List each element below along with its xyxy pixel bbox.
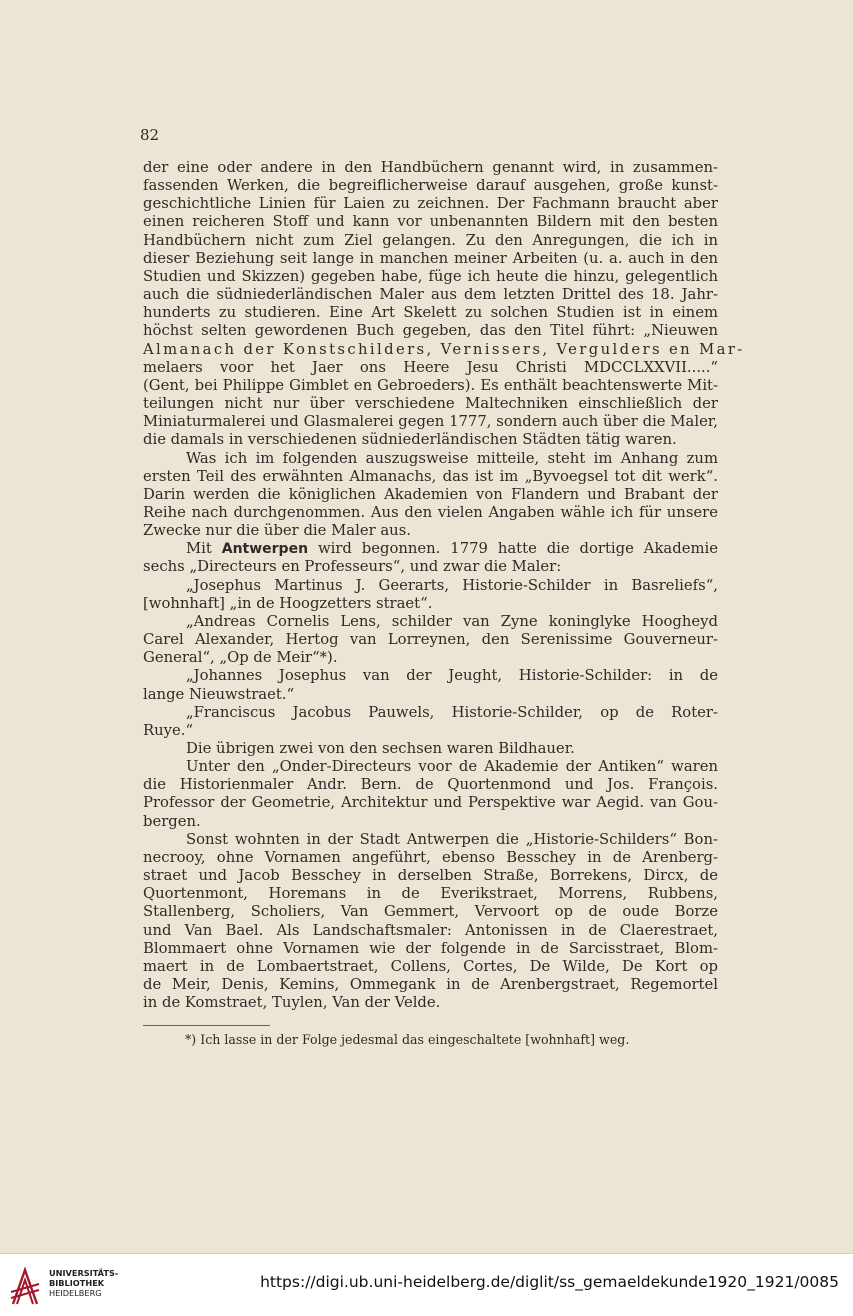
text-line: hunderts zu studieren. Eine Art Skelett zu solchen Studien ist in einem	[143, 304, 718, 322]
text-line: Sonst wohnten in der Stadt Antwerpen die „Historie-Schilders“ Bon-	[186, 830, 718, 848]
text-line: Miniaturmalerei und Glasmalerei gegen 1777, sondern auch über die Maler,	[143, 413, 718, 431]
text-line: Die übrigen zwei von den sechsen waren Bildhauer.	[186, 740, 575, 757]
page-number: 82	[140, 126, 160, 144]
text-line: de Meir, Denis, Kemins, Ommegank in de Arenbergstraet, Regemortel	[143, 976, 718, 994]
viewer-footer	[0, 1253, 853, 1316]
text-line: Quortenmont, Horemans in de Everikstraet, Morrens, Rubbens,	[143, 885, 718, 903]
body-text	[143, 159, 745, 1012]
text-fragment: Mit	[186, 540, 212, 558]
text-line: fassenden Werken, die begreiflicherweise darauf ausgehen, große kunst-	[143, 177, 718, 195]
text-line: „Franciscus Jacobus Pauwels, Historie-Schilder, op de Roter-	[186, 703, 718, 721]
text-line: „Andreas Cornelis Lens, schilder van Zyne koninglyke Hoogheyd	[186, 612, 718, 630]
text-line: dieser Beziehung seit lange in manchen meiner Arbeiten (u. a. auch in den	[143, 249, 718, 267]
text-line: Was ich im folgenden auszugsweise mitteile, steht im Anhang zum	[186, 449, 718, 467]
text-line: General“, „Op de Meir“*).	[143, 649, 338, 667]
text-line: höchst selten gewordenen Buch gegeben, das den Titel führt: „Nieuwen	[143, 322, 718, 340]
city-heading: Antwerpen	[221, 541, 309, 558]
footnote-rule	[143, 1025, 270, 1026]
text-line: (Gent, bei Philippe Gimblet en Gebroeders). Es enthält beachtenswerte Mit-	[143, 376, 718, 394]
text-line: maert in de Lombaertstraet, Collens, Cortes, De Wilde, De Kort op	[143, 957, 718, 975]
text-line: Carel Alexander, Hertog van Lorreynen, den Serenissime Gouverneur-	[143, 631, 718, 649]
text-line: Professor der Geometrie, Architektur und Perspektive war Aegid. van Gou-	[143, 794, 718, 812]
text-line: Stallenberg, Scholiers, Van Gemmert, Vervoort op de oude Borze	[143, 903, 718, 921]
text-line: Zwecke nur die über die Maler aus.	[143, 522, 412, 540]
text-line: in de Komstraet, Tuylen, Van der Velde.	[143, 994, 441, 1012]
library-name-line: BIBLIOTHEK	[49, 1278, 105, 1288]
library-name-line: UNIVERSITÄTS-	[49, 1268, 119, 1278]
text-line: Reihe nach durchgenommen. Aus den vielen Angaben wähle ich für unsere	[143, 503, 718, 521]
text-line: auch die südniederländischen Maler aus dem letzten Drittel des 18. Jahr-	[143, 286, 718, 304]
university-library-logo	[8, 1264, 42, 1308]
text-line: Blommaert ohne Vornamen wie der folgende in de Sarcisstraet, Blom-	[143, 939, 718, 957]
text-line: Almanach der Konstschilders, Vernissers, Vergulders en Mar-	[143, 340, 745, 358]
library-name	[49, 1268, 118, 1298]
text-line: Handbüchern nicht zum Ziel gelangen. Zu den Anregungen, die ich in	[143, 231, 718, 249]
text-line: „Johannes Josephus van der Jeught, Historie-Schilder: in de	[186, 667, 718, 685]
text-line: straet und Jacob Besschey in derselben Straße, Borrekens, Dircx, de	[143, 867, 718, 885]
library-name-line: HEIDELBERG	[49, 1288, 102, 1298]
text-line: Darin werden die königlichen Akademien von Flandern und Brabant der	[143, 485, 718, 503]
text-line: sechs „Directeurs en Professeurs“, und zwar die Maler:	[143, 558, 562, 576]
text-line: Ruye.“	[143, 721, 194, 739]
footnote: *) Ich lasse in der Folge jedesmal das eingeschaltete [wohnhaft] weg.	[185, 1032, 630, 1047]
source-url-link[interactable]: https://digi.ub.uni-heidelberg.de/diglit/ss_gemaeldekunde1920_1921/0085	[260, 1273, 839, 1291]
text-line: Studien und Skizzen) gegeben habe, füge ich heute die hinzu, gelegentlich	[143, 267, 718, 285]
text-line: [wohnhaft] „in de Hoogzetters straet“.	[143, 594, 433, 612]
text-line	[143, 540, 718, 558]
text-line: ersten Teil des erwähnten Almanachs, das ist im „Byvoegsel tot dit werk“.	[143, 467, 718, 485]
text-line: melaers voor het Jaer ons Heere Jesu Christi MDCCLXXVII.....“	[143, 358, 718, 376]
text-line: Unter den „Onder-Directeurs voor de Akademie der Antiken“ waren	[186, 758, 718, 776]
text-line: lange Nieuwstraet.“	[143, 685, 295, 703]
text-line: geschichtliche Linien für Laien zu zeichnen. Der Fachmann braucht aber	[143, 195, 718, 213]
text-line: necrooy, ohne Vornamen angeführt, ebenso Besschey in de Arenberg-	[143, 848, 718, 866]
text-line: die damals in verschiedenen südniederländischen Städten tätig waren.	[143, 431, 677, 449]
text-line: „Josephus Martinus J. Geerarts, Historie-Schilder in Basreliefs“,	[186, 576, 718, 594]
text-line: teilungen nicht nur über verschiedene Maltechniken einschließlich der	[143, 395, 718, 413]
text-line: die Historienmaler Andr. Bern. de Quortenmond und Jos. François.	[143, 776, 718, 794]
text-line: und Van Bael. Als Landschaftsmaler: Antonissen in de Claerestraet,	[143, 921, 718, 939]
text-line: einen reicheren Stoff und kann vor unbenannten Bildern mit den besten	[143, 213, 718, 231]
text-fragment: wird begonnen. 1779 hatte die dortige Akademie	[317, 540, 718, 558]
text-line: der eine oder andere in den Handbüchern genannt wird, in zusammen-	[143, 159, 718, 176]
text-line: bergen.	[143, 812, 201, 830]
